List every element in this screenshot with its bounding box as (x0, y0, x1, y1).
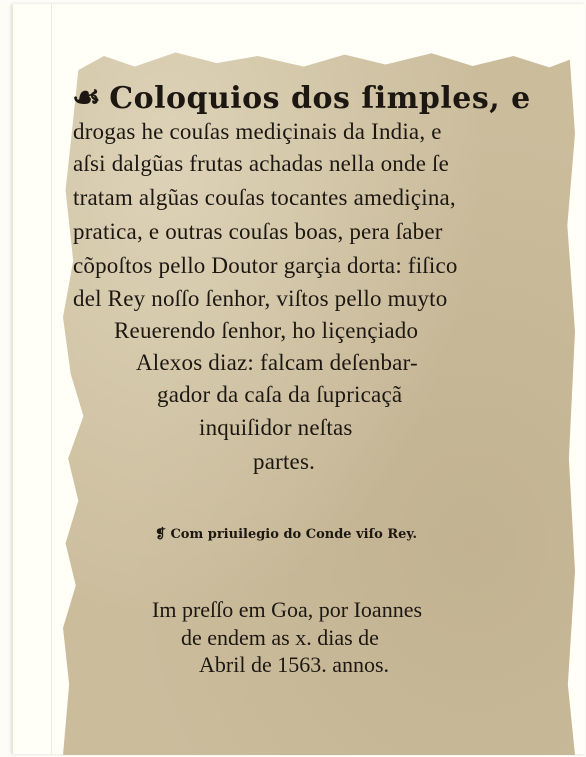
privilege-text: Com priuilegio do Conde viſo Rey. (170, 527, 418, 542)
imprint-line: de endem as x. dias de (181, 625, 379, 650)
imprint-line: Abril de 1563. annos. (199, 652, 390, 677)
body-line: partes. (253, 449, 316, 474)
body-line: tratam algũas couſas tocantes amediçina, (73, 185, 456, 210)
body-line: pratica, e outras couſas boas, pera ſaber (73, 219, 443, 244)
paragraph-mark-icon: ❡ (155, 527, 166, 542)
page-title (72, 78, 531, 116)
pilcrow-ornament: ☙ (72, 78, 102, 116)
body-line: drogas he couſas mediçinais da India, e (73, 119, 442, 144)
body-line: Alexos diaz: falcam deſenbar- (136, 350, 418, 375)
body-line: gador da caſa da ſupricaçã (157, 382, 403, 407)
body-line: cõpoſtos pello Doutor garçia dorta: fiſico (73, 253, 458, 278)
imprint-line: Im preſſo em Goa, por Ioannes (152, 597, 423, 622)
body-line: del Rey noſſo ſenhor, viſtos pello muyto (73, 286, 448, 311)
privilege-line (155, 527, 417, 542)
body-line: aſsi dalgũas frutas achadas nella onde ſe (73, 151, 450, 176)
body-line: Reuerendo ſenhor, ho liçençiado (114, 318, 419, 343)
body-line: inquiſidor neſtas (199, 415, 353, 440)
title-text: Coloquios dos ſimples, e (109, 81, 531, 116)
